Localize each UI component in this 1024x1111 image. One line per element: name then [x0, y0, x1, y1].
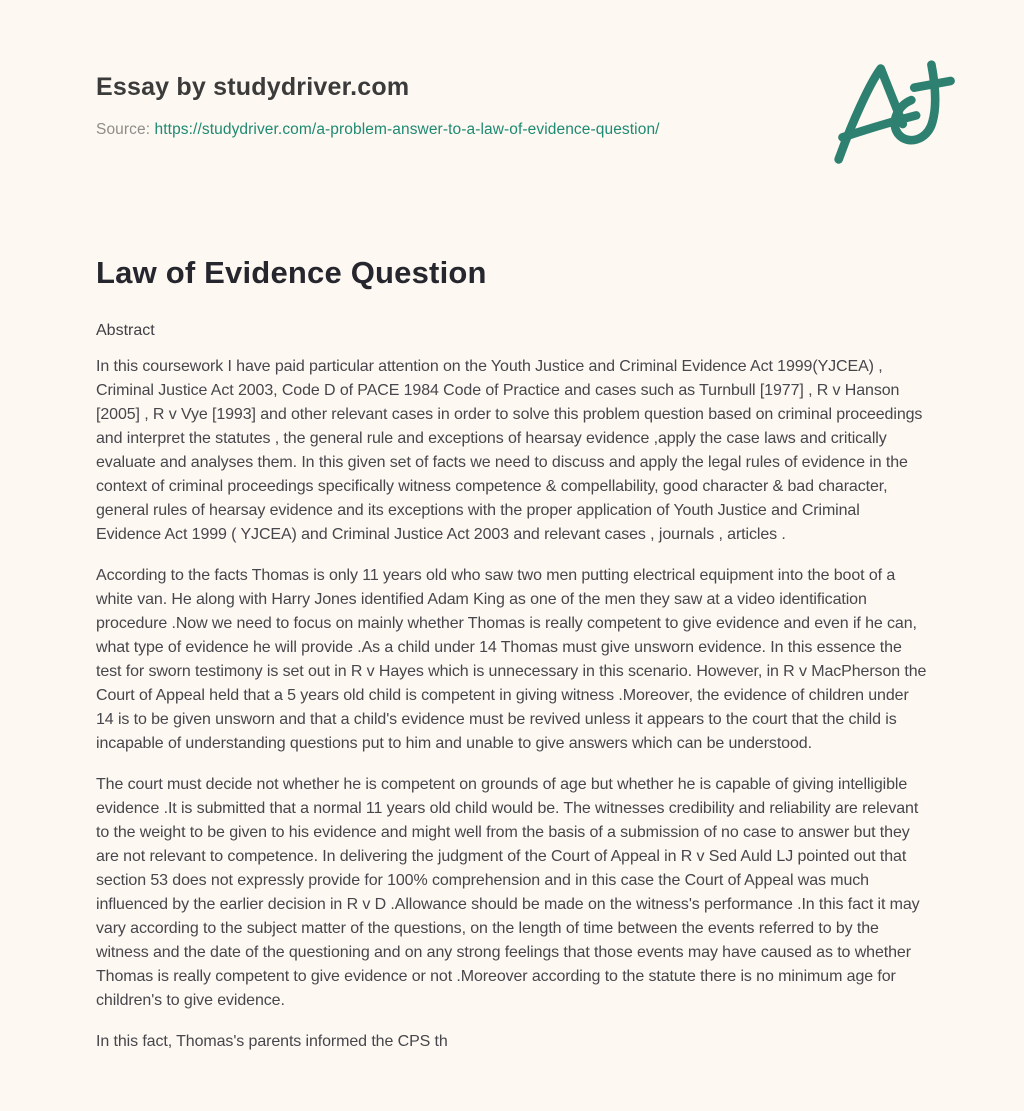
document-header [96, 72, 928, 141]
abstract-heading: Abstract [96, 322, 155, 339]
essay-title: Law of Evidence Question [96, 255, 487, 290]
essay-paragraph: In this coursework I have paid particular attention on the Youth Justice and Criminal Evidence Act 1999(YJCEA) , Criminal Justice Act 2003, Code D of PACE 1984 Code of Practice and cases such as Turnbull [1977] , R v Hanson [2005] , R v Vye [1993] and other relevant cases in order to solve this problem question based on criminal proceedings and interpret the statutes , the general rule and exceptions of hearsay evidence ,apply the case laws and critically evaluate and analyses them. In this given set of facts we need to discuss and apply the legal rules of evidence in the context of criminal proceedings specifically witness competence & compellability, good character & bad character, general rules of hearsay evidence and its exceptions with the proper application of Youth Justice and Criminal Evidence Act 1999 ( YJCEA) and Criminal Justice Act 2003 and relevant cases , journals , articles . [96, 358, 923, 543]
essay-paragraph: According to the facts Thomas is only 11 years old who saw two men putting electrical equipment into the boot of a white van. He along with Harry Jones identified Adam King as one of the men they saw at a video identification procedure .Now we need to focus on mainly whether Thomas is really competent to give evidence and even if he can, what type of evidence he will provide .As a child under 14 Thomas must give unsworn evidence. In this essence the test for sworn testimony is set out in R v Hayes which is unnecessary in this scenario. However, in R v MacPherson the Court of Appeal held that a 5 years old child is competent in giving witness .Moreover, the evidence of children under 14 is to be given unsworn and that a child's evidence must be revived unless it appears to the court that the child is incapable of understanding questions put to him and unable to give answers which can be understood. [96, 567, 927, 752]
source-link[interactable]: https://studydriver.com/a-problem-answer-to-a-law-of-evidence-question/ [154, 121, 660, 138]
source-label: Source: [96, 121, 151, 138]
essay-paragraph: In this fact, Thomas's parents informed the CPS th [96, 1033, 448, 1050]
document-body [96, 253, 928, 1054]
source-line [96, 119, 928, 141]
essay-paragraph: The court must decide not whether he is competent on grounds of age but whether he is capable of giving intelligible evidence .It is submitted that a normal 11 years old child would be. The witnesses credibility and reliability are relevant to the weight to be given to his evidence and might well from the basis of a submission of no case to answer but they are not relevant to competence. In delivering the judgment of the Court of Appeal in R v Sed Auld LJ pointed out that section 53 does not expressly provide for 100% comprehension and in this case the Court of Appeal was much influenced by the earlier decision in R v D .Allowance should be made on the witness's performance .In this fact it may vary according to the subject matter of the questions, on the length of time between the events referred to by the witness and the date of the questioning and on any strong feelings that those events may have caused as to whether Thomas is really competent to give evidence or not .Moreover according to the statute there is no minimum age for children's to give evidence. [96, 776, 920, 1009]
header-title: Essay by studydriver.com [96, 73, 410, 101]
a-plus-logo-icon [830, 58, 964, 168]
